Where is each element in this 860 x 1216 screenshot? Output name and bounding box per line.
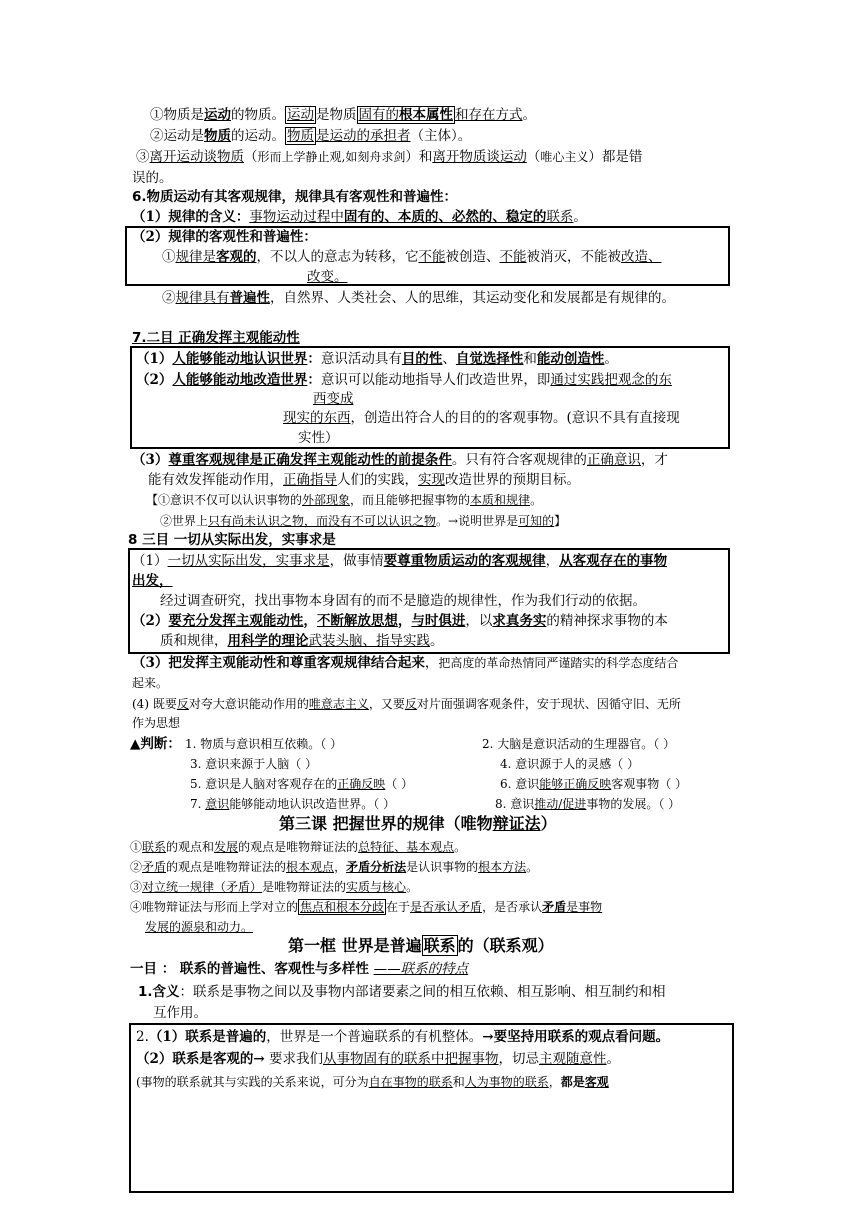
text-line <box>313 390 354 408</box>
section-8-heading: 8 三目 一切从实际出发，实事求是 <box>128 532 336 548</box>
text-line: （2）要充分发挥主观能动性，不断解放思想，与时俱进，以求真务实的精神探求事物的本 <box>132 613 668 629</box>
text-line: ③对立统一规律（矛盾）是唯物辩证法的实质与核心。 <box>130 880 419 894</box>
judge-item: 2. 大脑是意识活动的生理器官。（ ） <box>482 737 676 751</box>
judge-item: 1. 物质与意识相互依赖。（ ） <box>185 737 343 751</box>
text-line <box>145 918 253 936</box>
judge-label: ▲判断： <box>130 736 181 752</box>
judge-item: 8. 意识推动/促进事物的发展。（ ） <box>495 797 681 811</box>
text-line: 1.含义：联系是事物之间以及事物内部诸要素之间的相互依赖、相互影响、相互制约和相 <box>138 984 666 1000</box>
judge-item: 7. 意识能够能动地认识改造世界。（ ） <box>190 797 396 811</box>
text-line: 【①意识不仅可以认识事物的外部现象，而且能够把握事物的本质和规律。 <box>146 493 543 507</box>
section-7-heading: 7.二目 正确发挥主观能动性 <box>132 330 300 346</box>
text-line: （2）规律的客观性和普遍性： <box>132 229 317 245</box>
text-line: 能有效发挥能动作用，正确指导人们的实践，实现改造世界的预期目标。 <box>148 472 580 488</box>
text-line: 作为思想 <box>132 716 181 730</box>
text-line: 质和规律，用科学的理论武装头脑、指导实践。 <box>160 633 444 649</box>
text-line <box>307 268 348 286</box>
text-line: 互作用。 <box>153 1005 207 1021</box>
text-line: ①物质是运动的物质。 运动 是物质 固有的根本属性 和存在方式。 <box>150 107 536 123</box>
text-line: ③离开运动谈物质（形而上学静止观,如刻舟求剑）和离开物质谈运动（唯心主义）都是错 <box>136 149 643 165</box>
lesson-line-5: 发展的源泉和动力。 <box>145 920 254 934</box>
text-line: （1）人能够能动地认识世界：意识活动具有目的性、自觉选择性和能动创造性。 <box>136 351 618 367</box>
text-line: （2）人能够能动地改造世界：意识可以能动地指导人们改造世界，即通过实践把观念的东 <box>136 372 672 388</box>
text-line: 实性） <box>298 430 339 446</box>
text-line: （1）一切从实际出发，实事求是，做事情要尊重物质运动的客观规律，从客观存在的事物 <box>132 553 668 569</box>
text-line: 起来。 <box>132 676 169 690</box>
text-line: ④唯物辩证法与形而上学对立的 焦点和根本分歧 在于是否承认矛盾，是否承认矛盾是事物 <box>130 900 603 914</box>
text-line: （3）尊重客观规律是正确发挥主观能动性的前提条件。只有符合客观规律的正确意识，才 <box>132 452 668 468</box>
judge-item: 4. 意识源于人的灵感（ ） <box>500 757 640 771</box>
text-line: (事物的联系就其与实践的关系来说，可分为自在事物的联系和人为事物的联系，都是客观 <box>136 1075 609 1089</box>
box-line-2: 出发， <box>132 573 173 589</box>
text-line <box>132 572 173 590</box>
connection-box <box>129 1023 734 1193</box>
text-line: (4) 既要反对夸大意识能动作用的唯意志主义，又要反对片面强调客观条件，安于现状、因循守旧、无所 <box>132 697 681 711</box>
text-line: （2）联系是客观的→ 要求我们从事物固有的联系中把握事物，切忌主观随意性。 <box>136 1051 621 1067</box>
text-line: ①规律是客观的，不以人的意志为转移，它不能被创造、不能被消灭，不能被改造、 <box>162 249 662 265</box>
text-line: （1）规律的含义：事物运动过程中固有的、本质的、必然的、稳定的联系。 <box>132 209 587 225</box>
text-line: （3）把发挥主观能动性和尊重客观规律结合起来，把高度的革命热情同严谨踏实的科学态度结合 <box>132 655 679 671</box>
frame-title: 第一框 世界是普遍 联系 的（联系观） <box>288 936 554 955</box>
judge-item: 6. 意识能够正确反映客观事物（ ） <box>500 777 688 791</box>
lesson-title: 第三课 把握世界的规律（唯物辩证法） <box>279 814 557 833</box>
text-line: 2.（1）联系是普遍的，世界是一个普遍联系的有机整体。→要坚持用联系的观点看问题。 <box>136 1029 670 1045</box>
judge-item: 5. 意识是人脑对客观存在的正确反映（ ） <box>190 777 414 791</box>
text-line: ②矛盾的观点是唯物辩证法的根本观点，矛盾分析法是认识事物的根本方法。 <box>130 860 539 874</box>
judge-item: 3. 意识来源于人脑（ ） <box>190 757 318 771</box>
text-line: 经过调查研究，找出事物本身固有的而不是臆造的规律性，作为我们行动的依据。 <box>160 593 646 609</box>
text-line: ②运动是物质的运动。 物质 是运动的承担者（主体）。 <box>150 128 472 144</box>
section-6-heading: 6.物质运动有其客观规律，规律具有客观性和普遍性： <box>132 189 458 205</box>
text-line: 现实的东西，创造出符合人的目的的客观事物。(意识不具有直接现 <box>283 410 680 426</box>
subsection-heading: 一目 ： 联系的普遍性、客观性与多样性 ——联系的特点 <box>130 961 469 977</box>
text-line: 误的。 <box>132 170 173 186</box>
text-line: ②规律具有普遍性，自然界、人类社会、人的思维，其运动变化和发展都是有规律的。 <box>162 290 675 306</box>
text-line: ②世界上只有尚未认识之物，而没有不可以认识之物。→说明世界是可知的】 <box>160 514 567 528</box>
text-line: ①联系的观点和发展的观点是唯物辩证法的总特征、基本观点。 <box>130 840 467 854</box>
box-line-2: 改变。 <box>307 269 348 285</box>
box-line-3: 西变成 <box>313 391 354 407</box>
